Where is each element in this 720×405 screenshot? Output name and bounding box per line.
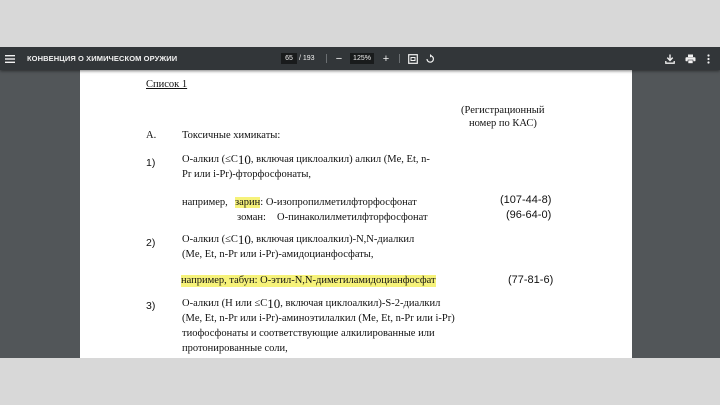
- tabun-example: например, табун: О-этил-N,N-диметиламидоцианфосфат: [181, 275, 436, 286]
- menu-icon[interactable]: [3, 47, 17, 70]
- item2-line1: О-алкил ($\le C_{10}$, включая циклоалкил)-N,N-диалкил: [182, 232, 415, 247]
- soman-label: зоман:: [237, 212, 266, 223]
- pdf-viewer: [0, 47, 720, 358]
- item1-line2: Pr или i-Pr)-фторфосфонаты,: [182, 169, 311, 180]
- page-total: / 193: [299, 55, 315, 62]
- item2-line2: (Me, Et, n-Pr или i-Pr)-амидоцианфосфаты,: [182, 249, 374, 260]
- section-letter: A.: [146, 130, 157, 141]
- sarin-cas-number: (107-44-8): [500, 194, 552, 206]
- rotate-icon[interactable]: [424, 47, 436, 70]
- section-title: Токсичные химикаты:: [182, 130, 281, 141]
- list-title: Список 1: [146, 79, 188, 90]
- item3-line1: О-алкил (Н или $\le C_{10}$, включая циклоалкил)-S-2-диалкил: [182, 296, 441, 311]
- item3-line4: протонированные соли,: [182, 343, 288, 354]
- zoom-in-button[interactable]: +: [382, 52, 390, 65]
- zoom-out-button[interactable]: −: [335, 52, 343, 65]
- document-title: КОНВЕНЦИЯ О ХИМИЧЕСКОМ ОРУЖИИ: [27, 54, 178, 63]
- pdf-page: [80, 70, 632, 358]
- toolbar-divider: [326, 54, 327, 63]
- tabun-cas-number: (77-81-6): [508, 274, 554, 286]
- page-number-input[interactable]: 65: [281, 53, 297, 64]
- download-icon[interactable]: [664, 47, 676, 70]
- cas-header-line2: номер по КАС): [469, 118, 537, 129]
- pdf-toolbar: [0, 47, 720, 70]
- soman-name: О-пинаколилметилфторфосфонат: [277, 212, 428, 223]
- item-number: 1): [146, 157, 156, 169]
- example-label: например,: [182, 197, 228, 208]
- toolbar-divider: [399, 54, 400, 63]
- cas-header-line1: (Регистрационный: [461, 105, 545, 116]
- item-number: 3): [146, 300, 156, 312]
- sarin-line: зарин: О-изопропилметилфторфосфонат: [235, 197, 417, 208]
- soman-cas-number: (96-64-0): [506, 209, 552, 221]
- item3-line2: (Me, Et, n-Pr или i-Pr)-аминоэтилалкил (Me, Et, n-Pr или i-Pr): [182, 313, 455, 324]
- zoom-input[interactable]: 125%: [350, 53, 374, 64]
- more-icon[interactable]: [703, 47, 713, 70]
- fit-page-icon[interactable]: [407, 47, 419, 70]
- item1-line1: О-алкил ($\le C_{10}$, включая циклоалкил) алкил (Me, Et, n-: [182, 152, 430, 167]
- item3-line3: тиофосфонаты и соответствующие алкилированные или: [182, 328, 435, 339]
- print-icon[interactable]: [684, 47, 696, 70]
- item-number: 2): [146, 237, 156, 249]
